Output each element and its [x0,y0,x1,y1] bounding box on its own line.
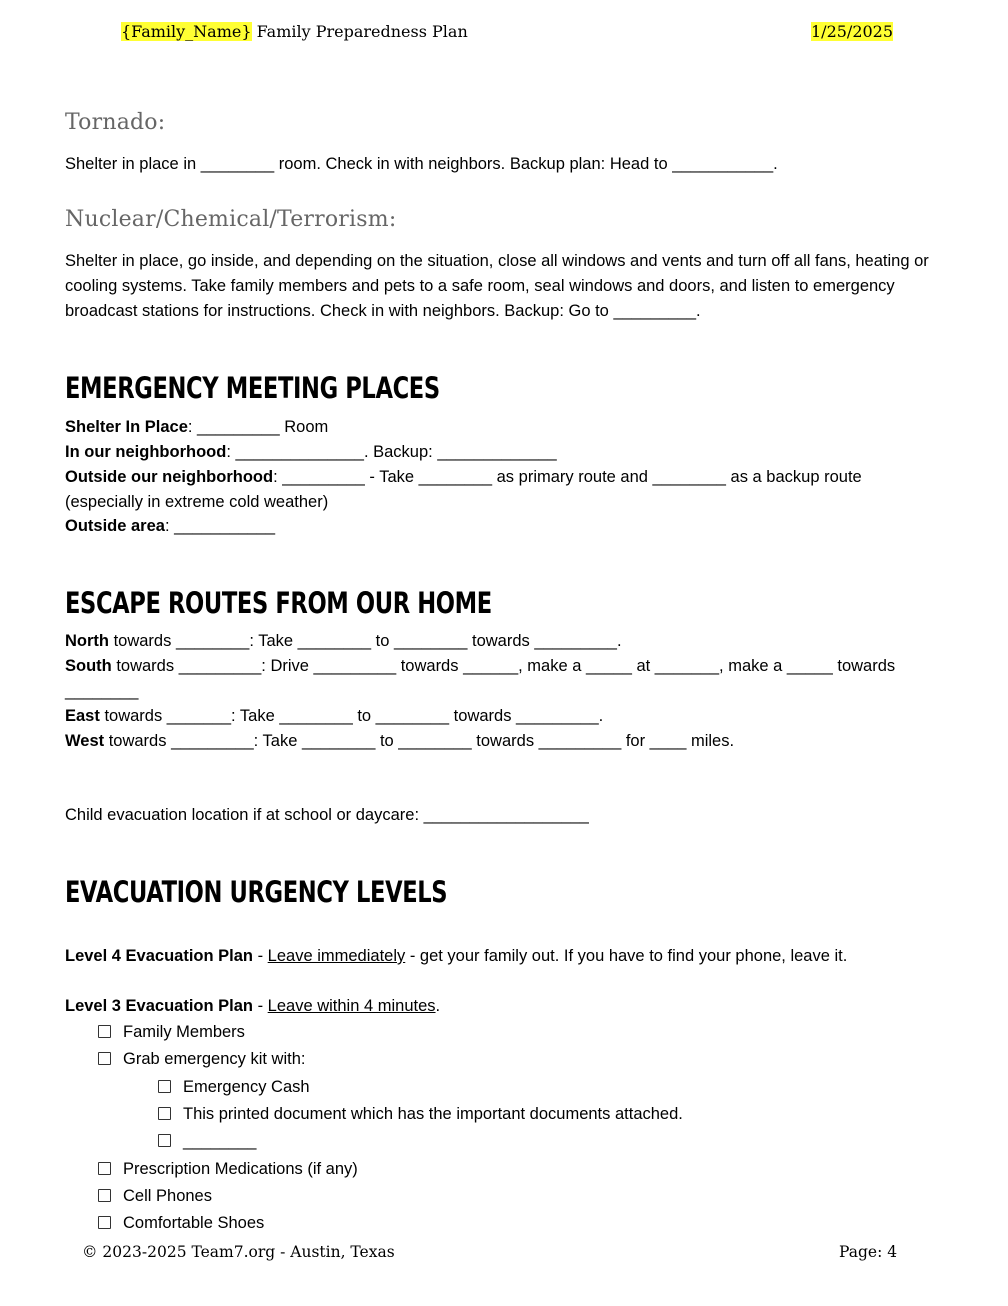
header-title-text: Family Preparedness Plan [251,22,468,41]
level-3-link[interactable]: Leave within 4 minutes [267,997,436,1015]
checkbox[interactable] [158,1107,171,1120]
neighborhood-label: In our neighborhood [65,443,227,461]
east-text: towards _______: Take ________ to ________ towards _________. [99,707,604,725]
shelter-in-place-line [65,415,328,440]
checklist-item [98,1047,305,1072]
checklist-label: Family Members [123,1023,245,1041]
checklist-item [158,1129,256,1154]
checkbox[interactable] [158,1080,171,1093]
checkbox[interactable] [98,1216,111,1229]
footer-page-number: Page: 4 [839,1243,898,1261]
west-route-line [65,729,734,754]
neighborhood-text: : ______________. Backup: _____________ [226,443,557,461]
level-3-label: Level 3 Evacuation Plan [65,997,253,1015]
checklist-label: Cell Phones [123,1187,212,1205]
header-date: 1/25/2025 [811,22,894,41]
level-4-link[interactable]: Leave immediately [267,947,406,965]
tornado-heading: Tornado: [65,110,166,135]
neighborhood-line [65,440,557,465]
outside-neighborhood-text: : _________ - Take ________ as primary route and ________ as a backup route (especially in extreme cold weather) [65,468,862,511]
checklist-label: Prescription Medications (if any) [123,1160,358,1178]
header-title [121,22,468,41]
checkbox[interactable] [158,1134,171,1147]
level-4-label: Level 4 Evacuation Plan [65,947,253,965]
tornado-text: Shelter in place in ________ room. Check in with neighbors. Backup plan: Head to ___________. [65,155,778,173]
checklist-item [158,1102,683,1127]
checklist-label: This printed document which has the important documents attached. [183,1105,683,1123]
level-3-rest: . [435,997,441,1015]
shelter-in-place-label: Shelter In Place [65,418,188,436]
nuclear-text: Shelter in place, go inside, and depending on the situation, close all windows and vents and turn off all fans, heating or cooling systems. Take family members and pets to a safe room, seal windows and doors, and listen to emergency broadcast stations for instructions. Check in with neighbors. Backup: Go to _________. [65,252,929,320]
checkbox[interactable] [98,1162,111,1175]
east-label: East [65,707,100,725]
outside-neighborhood-line [65,465,925,515]
child-evacuation-line: Child evacuation location if at school or daycare: __________________ [65,806,589,824]
checklist-item [98,1020,245,1045]
south-text: towards _________: Drive _________ towards ______, make a _____ at _______, make a _____ towards ________ [65,657,896,700]
west-text: towards _________: Take ________ to ________ towards _________ for ____ miles. [104,732,735,750]
shelter-in-place-text: : _________ Room [187,418,329,436]
level-3-dash: - [253,997,268,1015]
level-4-dash: - [253,947,268,965]
west-label: West [65,732,105,750]
south-route-line [65,654,925,704]
outside-area-label: Outside area [65,517,165,535]
outside-area-line [65,514,275,539]
checkbox[interactable] [98,1025,111,1038]
footer-copyright: © 2023-2025 Team7.org - Austin, Texas [82,1243,395,1261]
level-3-line [65,994,440,1019]
east-route-line [65,704,603,729]
level-4-line [65,944,847,969]
checklist-label: Comfortable Shoes [123,1214,265,1232]
level-4-rest: - get your family out. If you have to find your phone, leave it. [405,947,848,965]
checklist-item [98,1157,358,1182]
outside-neighborhood-label: Outside our neighborhood [65,468,274,486]
nuclear-heading: Nuclear/Chemical/Terrorism: [65,207,397,232]
urgency-levels-heading: EVACUATION URGENCY LEVELS [65,875,448,909]
meeting-places-heading: EMERGENCY MEETING PLACES [65,371,440,405]
checklist-label: ________ [183,1132,257,1150]
checklist-item [98,1184,212,1209]
north-route-line [65,629,622,654]
checkbox[interactable] [98,1189,111,1202]
checklist-label: Grab emergency kit with: [123,1050,306,1068]
south-label: South [65,657,112,675]
checklist-item [98,1211,264,1236]
outside-area-text: : ___________ [164,517,276,535]
checklist-label: Emergency Cash [183,1078,310,1096]
checkbox[interactable] [98,1052,111,1065]
north-label: North [65,632,109,650]
family-name-placeholder: {Family_Name} [121,22,252,41]
checklist-item [158,1075,310,1100]
escape-routes-heading: ESCAPE ROUTES FROM OUR HOME [65,586,492,620]
page-header [0,22,1008,46]
north-text: towards ________: Take ________ to ________ towards _________. [109,632,622,650]
